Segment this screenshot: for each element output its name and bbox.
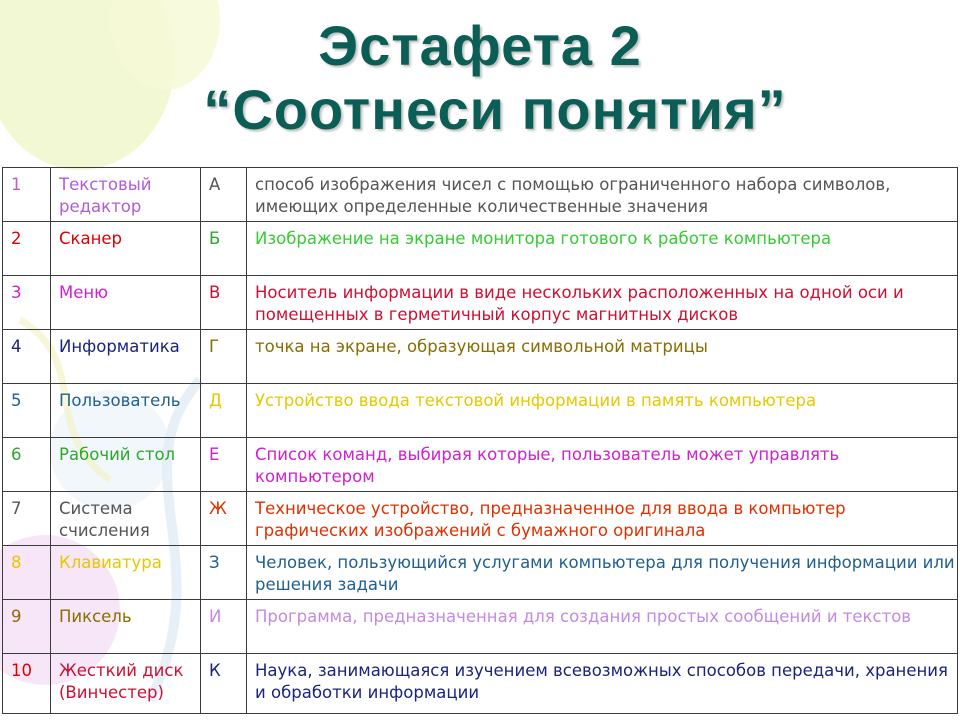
table-row [3,600,958,654]
row-number: 8 [3,546,51,600]
term-cell: Клавиатура [51,546,201,600]
term-cell: Система счисления [51,492,201,546]
definition-cell: Человек, пользующийся услугами компьютера для получения информации или решения задачи [247,546,958,600]
letter-cell: А [201,168,247,222]
term-cell: Жесткий диск (Винчестер) [51,654,201,714]
letter-cell: И [201,600,247,654]
matching-table [2,167,958,714]
row-number: 6 [3,438,51,492]
letter-cell: Ж [201,492,247,546]
term-cell: Сканер [51,222,201,276]
term-cell: Меню [51,276,201,330]
term-cell: Пользователь [51,384,201,438]
row-number: 7 [3,492,51,546]
letter-cell: В [201,276,247,330]
definition-cell: Техническое устройство, предназначенное для ввода в компьютер графических изображений с бумажного оригинала [247,492,958,546]
table-row [3,384,958,438]
definition-cell: Программа, предназначенная для создания простых сообщений и текстов [247,600,958,654]
letter-cell: З [201,546,247,600]
row-number: 9 [3,600,51,654]
definition-cell: точка на экране, образующая символьной матрицы [247,330,958,384]
row-number: 5 [3,384,51,438]
definition-cell: Список команд, выбирая которые, пользователь может управлять компьютером [247,438,958,492]
table-row [3,438,958,492]
row-number: 10 [3,654,51,714]
term-cell: Рабочий стол [51,438,201,492]
term-cell: Текстовый редактор [51,168,201,222]
term-cell: Информатика [51,330,201,384]
title-line-1: Эстафета 2 [318,14,642,77]
letter-cell: Б [201,222,247,276]
term-cell: Пиксель [51,600,201,654]
table-row [3,546,958,600]
row-number: 3 [3,276,51,330]
row-number: 4 [3,330,51,384]
letter-cell: Д [201,384,247,438]
letter-cell: Е [201,438,247,492]
definition-cell: Наука, занимающаяся изучением всевозможных способов передачи, хранения и обработки информации [247,654,958,714]
definition-cell: Носитель информации в виде нескольких расположенных на одной оси и помещенных в герметичный корпус магнитных дисков [247,276,958,330]
row-number: 2 [3,222,51,276]
table-row [3,222,958,276]
slide-title [0,14,960,142]
definition-cell: Изображение на экране монитора готового к работе компьютера [247,222,958,276]
letter-cell: К [201,654,247,714]
definition-cell: Устройство ввода текстовой информации в память компьютера [247,384,958,438]
row-number: 1 [3,168,51,222]
table-row [3,168,958,222]
table-row [3,276,958,330]
table-row [3,492,958,546]
letter-cell: Г [201,330,247,384]
table-row [3,654,958,714]
table-row [3,330,958,384]
title-line-2: “Соотнеси понятия” [203,78,787,141]
definition-cell: способ изображения чисел с помощью ограниченного набора символов, имеющих определенные количественные значения [247,168,958,222]
